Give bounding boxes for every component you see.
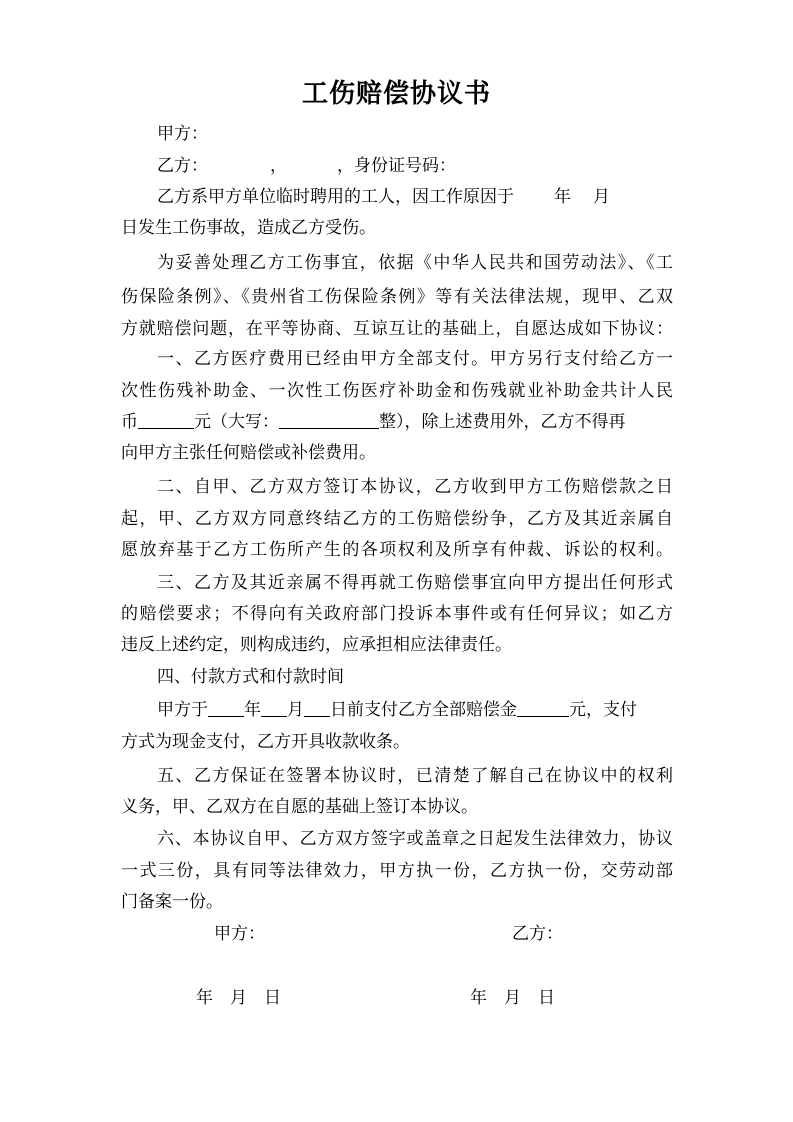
clause5-line-2: 义务，甲、乙双方在自愿的基础上签订本协议。 (121, 797, 478, 817)
document-title: 工伤赔偿协议书 (301, 79, 491, 109)
clause4-line-2: 方式为现金支付，乙方开具收款收条。 (121, 732, 410, 752)
signature-party-b: 乙方： (512, 924, 563, 944)
clause3-line-3: 违反上述约定，则构成违约，应承担相应法律责任。 (121, 635, 512, 655)
intro-line-1: 乙方系甲方单位临时聘用的工人，因工作原因于 年 月 (157, 187, 610, 207)
clause1-line-2: 次性伤残补助金、一次性工伤医疗补助金和伤残就业补助金共计人民 (121, 381, 673, 401)
intro-line-2: 日发生工伤事故，造成乙方受伤。 (121, 218, 376, 238)
payment-month-blank[interactable] (261, 700, 287, 717)
clause4-heading: 四、付款方式和付款时间 (157, 667, 344, 687)
amount-blank[interactable] (138, 412, 194, 429)
payment-year-blank[interactable] (208, 700, 244, 717)
basis-line-1: 为妥善处理乙方工伤事宜，依据《中华人民共和国劳动法》、《工 (157, 253, 673, 273)
payment-day-blank[interactable] (304, 700, 330, 717)
clause3-line-1: 三、乙方及其近亲属不得再就工伤赔偿事宜向甲方提出任何形式 (157, 573, 673, 593)
party-b-comma: ， (270, 156, 287, 176)
clause6-line-3: 门备案一份。 (121, 892, 223, 912)
signature-party-a: 甲方： (214, 924, 265, 944)
signature-date-a: 年 月 日 (196, 988, 281, 1008)
clause1-line-4: 向甲方主张任何赔偿或补偿费用。 (121, 443, 376, 463)
clause3-line-2: 的赔偿要求；不得向有关政府部门投诉本事件或有任何异议；如乙方 (121, 604, 673, 624)
clause6-line-2: 一式三份，具有同等法律效力，甲方执一份，乙方执一份，交劳动部 (121, 861, 673, 881)
clause2-line-1: 二、自甲、乙方双方签订本协议，乙方收到甲方工伤赔偿款之日 (157, 477, 673, 497)
party-b-line (157, 155, 673, 177)
clause2-line-3: 愿放弃基于乙方工伤所产生的各项权利及所享有仲裁、诉讼的权利。 (121, 540, 673, 560)
basis-line-3: 方就赔偿问题，在平等协商、互谅互让的基础上，自愿达成如下协议： (121, 319, 673, 339)
clause1-line-3: 币 元（大写： 整），除上述费用外，乙方不得再 (121, 412, 626, 432)
party-b-id-label: ，身份证号码： (337, 156, 456, 176)
clause5-line-1: 五、乙方保证在签署本协议时，已清楚了解自己在协议中的权利 (157, 766, 673, 786)
clause6-line-1: 六、本协议自甲、乙方双方签字或盖章之日起发生法律效力，协议 (157, 829, 673, 849)
payment-amount-blank[interactable] (517, 700, 569, 717)
signature-date-b: 年 月 日 (470, 988, 555, 1008)
party-b-label: 乙方： (157, 156, 208, 176)
clause2-line-2: 起，甲、乙方双方同意终结乙方的工伤赔偿纷争，乙方及其近亲属自 (121, 509, 673, 529)
clause1-line-1: 一、乙方医疗费用已经由甲方全部支付。甲方另行支付给乙方一 (157, 349, 673, 369)
amount-uppercase-blank[interactable] (279, 412, 379, 429)
party-a-line: 甲方： (157, 124, 208, 144)
basis-line-2: 伤保险条例》、《贵州省工伤保险条例》等有关法律法规，现甲、乙双 (121, 287, 673, 307)
clause4-line-1: 甲方于 年 月 日前支付乙方全部赔偿金 元，支付 (157, 700, 637, 720)
